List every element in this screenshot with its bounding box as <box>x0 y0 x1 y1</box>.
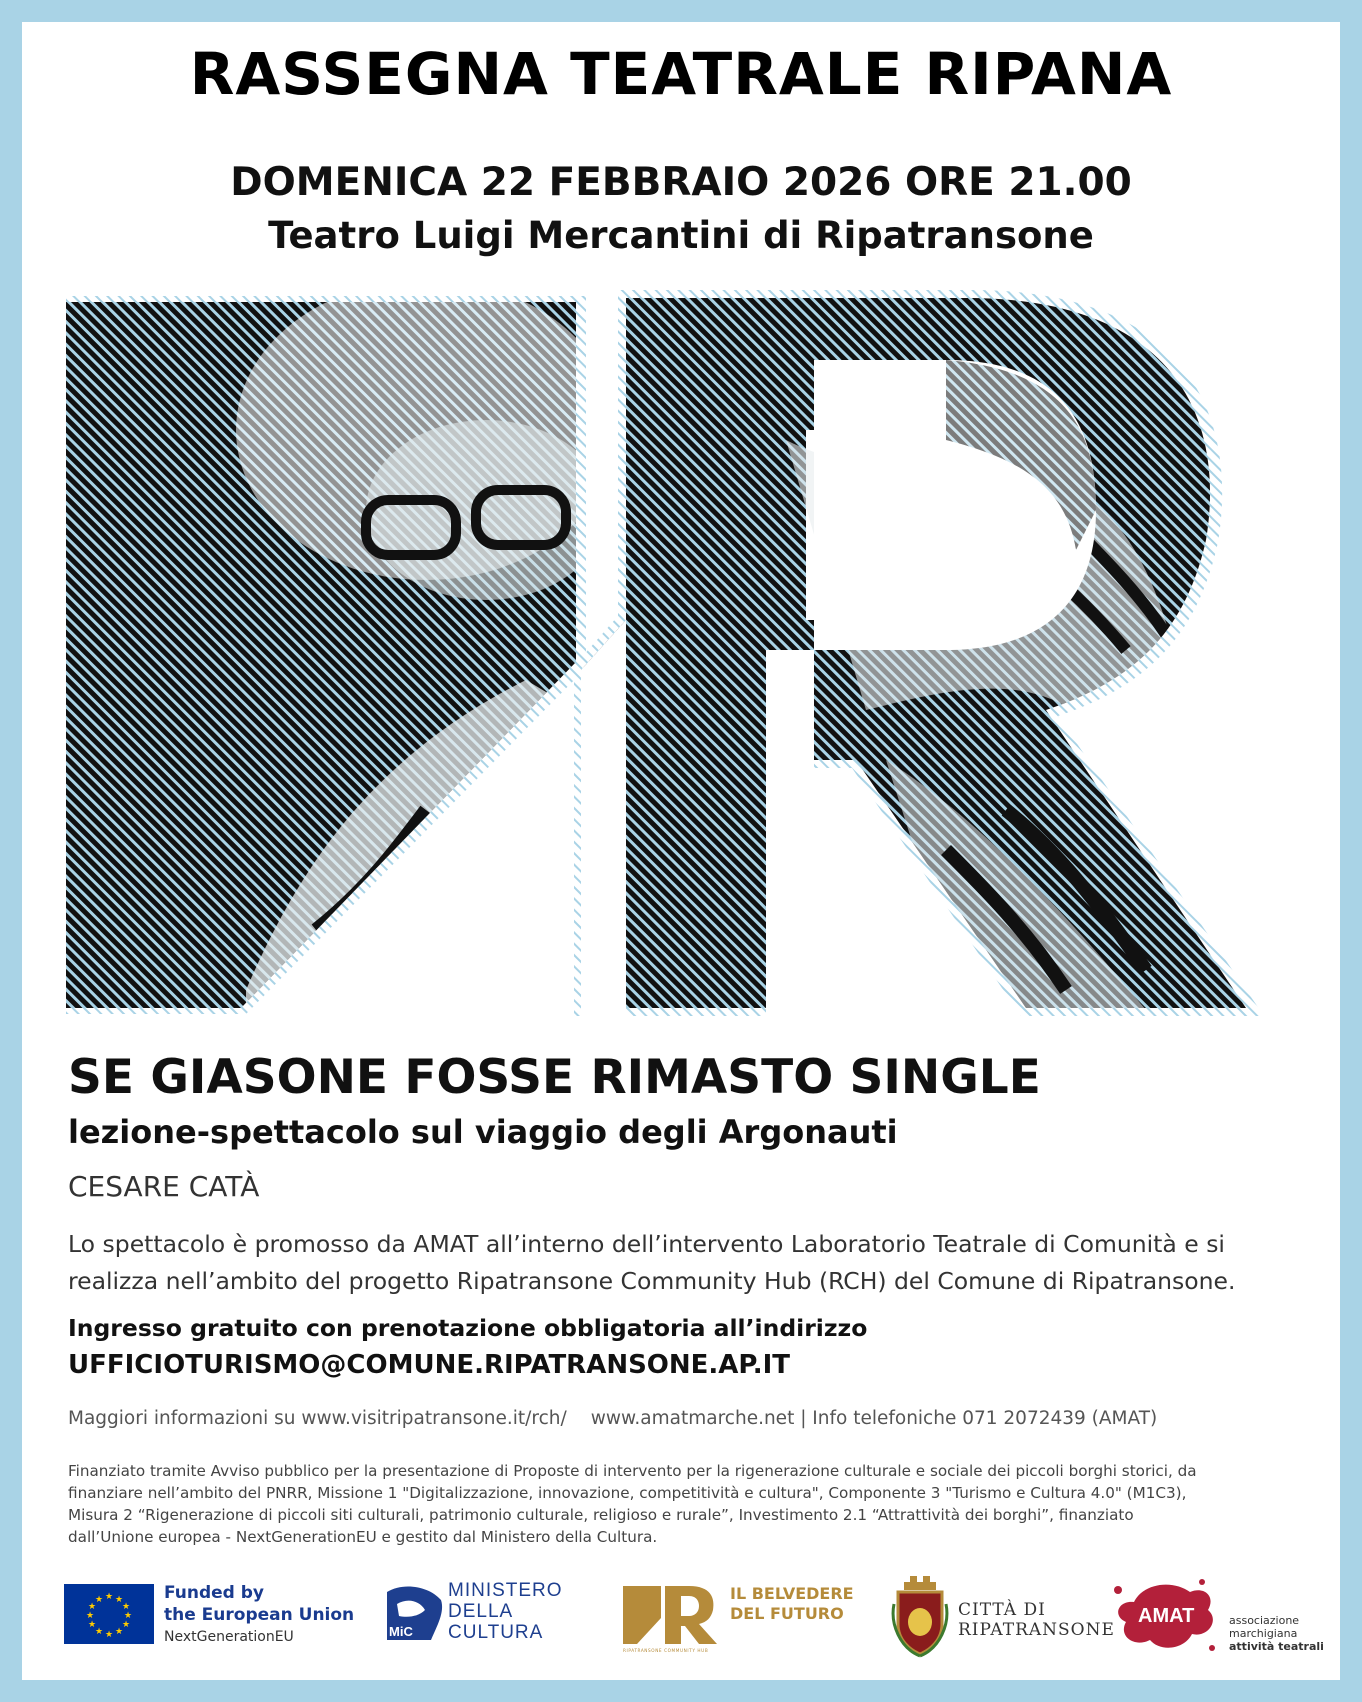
event-date: DOMENICA 22 FEBBRAIO 2026 ORE 21.00 <box>230 160 1132 205</box>
amat-line-2: marchigiana <box>1229 1627 1298 1640</box>
ripatransone-crest-icon <box>890 1574 950 1658</box>
event-venue: Teatro Luigi Mercantini di Ripatransone <box>268 214 1094 257</box>
entry-info: Ingresso gratuito con prenotazione obbligatoria all’indirizzo <box>68 1314 868 1342</box>
amat-name: AMAT <box>1138 1605 1195 1627</box>
amat-line-3: attività teatrali <box>1229 1640 1324 1653</box>
contacts-text: www.amatmarche.net | Info telefoniche 071 2072439 (AMAT) <box>590 1408 1158 1429</box>
funding-line: Finanziato tramite Avviso pubblico per la presentazione di Proposte di intervento per la rigenerazione culturale e sociale dei piccoli borghi storici, da <box>68 1462 1197 1480</box>
description-line: Lo spettacolo è promosso da AMAT all’interno dell’intervento Laboratorio Teatrale di Comunità e si <box>68 1230 1225 1258</box>
amat-logo-text <box>1229 1614 1324 1653</box>
svg-text:★: ★ <box>121 1602 131 1612</box>
r-stem-gap <box>766 650 814 1020</box>
svg-text:★: ★ <box>123 1611 133 1621</box>
rch-caption: RIPATRANSONE COMMUNITY HUB <box>623 1648 709 1653</box>
mic-logo-text <box>448 1580 563 1643</box>
description-block <box>68 1226 1308 1300</box>
svg-text:★: ★ <box>85 1611 95 1621</box>
more-info-line <box>68 1408 1157 1429</box>
description-line: realizza nell’ambito del progetto Ripatransone Community Hub (RCH) del Comune di Ripatransone. <box>68 1267 1236 1295</box>
funding-notice <box>68 1460 1308 1548</box>
svg-text:★: ★ <box>94 1595 104 1605</box>
amat-splash-icon <box>1104 1572 1224 1662</box>
funding-line: finanziare nell’ambito del PNRR, Missione 1 "Digitalizzazione, innovazione, competitività e cultura", Componente 3 "Turismo e Cultura 4.0" (M1C3), <box>68 1484 1187 1502</box>
show-title: SE GIASONE FOSSE RIMASTO SINGLE <box>68 1050 1041 1105</box>
svg-text:★: ★ <box>114 1627 124 1637</box>
belvedere-line-1: IL BELVEDERE <box>730 1584 854 1603</box>
mic-line-3: CULTURA <box>448 1622 544 1643</box>
svg-text:★: ★ <box>87 1602 97 1612</box>
belvedere-line-2: DEL FUTURO <box>730 1604 844 1623</box>
eu-line-1: Funded by <box>164 1583 265 1603</box>
show-subtitle: lezione-spettacolo sul viaggio degli Argonauti <box>68 1113 898 1151</box>
booking-email-link[interactable]: UFFICIOTURISMO@COMUNE.RIPATRANSONE.AP.IT <box>68 1350 790 1380</box>
mic-badge: MiC <box>389 1624 413 1639</box>
eu-line-2: the European Union <box>164 1605 355 1625</box>
hero-ir-artwork <box>66 290 1326 1020</box>
citta-line-1: CITTÀ DI <box>958 1600 1046 1620</box>
belvedere-logo-text <box>730 1584 854 1624</box>
funding-line: dall’Unione europea - NextGenerationEU e gestito dal Ministero della Cultura. <box>68 1528 658 1546</box>
mic-line-1: MINISTERO <box>448 1580 563 1601</box>
funding-line: Misura 2 “Rigenerazione di piccoli siti culturali, patrimonio culturale, religioso e rurale”, Investimento 2.1 “Attrattività dei borghi”, finanziato <box>68 1506 1134 1524</box>
citta-logo-text <box>958 1600 1115 1640</box>
sponsor-logos <box>0 1570 1362 1670</box>
citta-line-2: RIPATRANSONE <box>958 1620 1115 1640</box>
mic-line-2: DELLA <box>448 1601 514 1622</box>
svg-text:★: ★ <box>104 1630 114 1640</box>
svg-text:★: ★ <box>114 1595 124 1605</box>
svg-text:★: ★ <box>94 1627 104 1637</box>
rch-logo-icon <box>623 1584 723 1654</box>
eu-flag-icon <box>64 1584 154 1644</box>
amat-line-1: associazione <box>1229 1614 1300 1627</box>
eu-line-3: NextGenerationEU <box>164 1629 294 1645</box>
website-link[interactable]: Maggiori informazioni su www.visitripatransone.it/rch/ <box>68 1408 567 1429</box>
show-author: CESARE CATÀ <box>68 1170 260 1203</box>
svg-text:★: ★ <box>87 1620 97 1630</box>
festival-title: RASSEGNA TEATRALE RIPANA <box>189 40 1173 108</box>
letter-gap <box>581 620 626 1020</box>
eu-logo-text <box>164 1582 354 1648</box>
svg-text:★: ★ <box>104 1592 114 1602</box>
svg-text:★: ★ <box>121 1620 131 1630</box>
